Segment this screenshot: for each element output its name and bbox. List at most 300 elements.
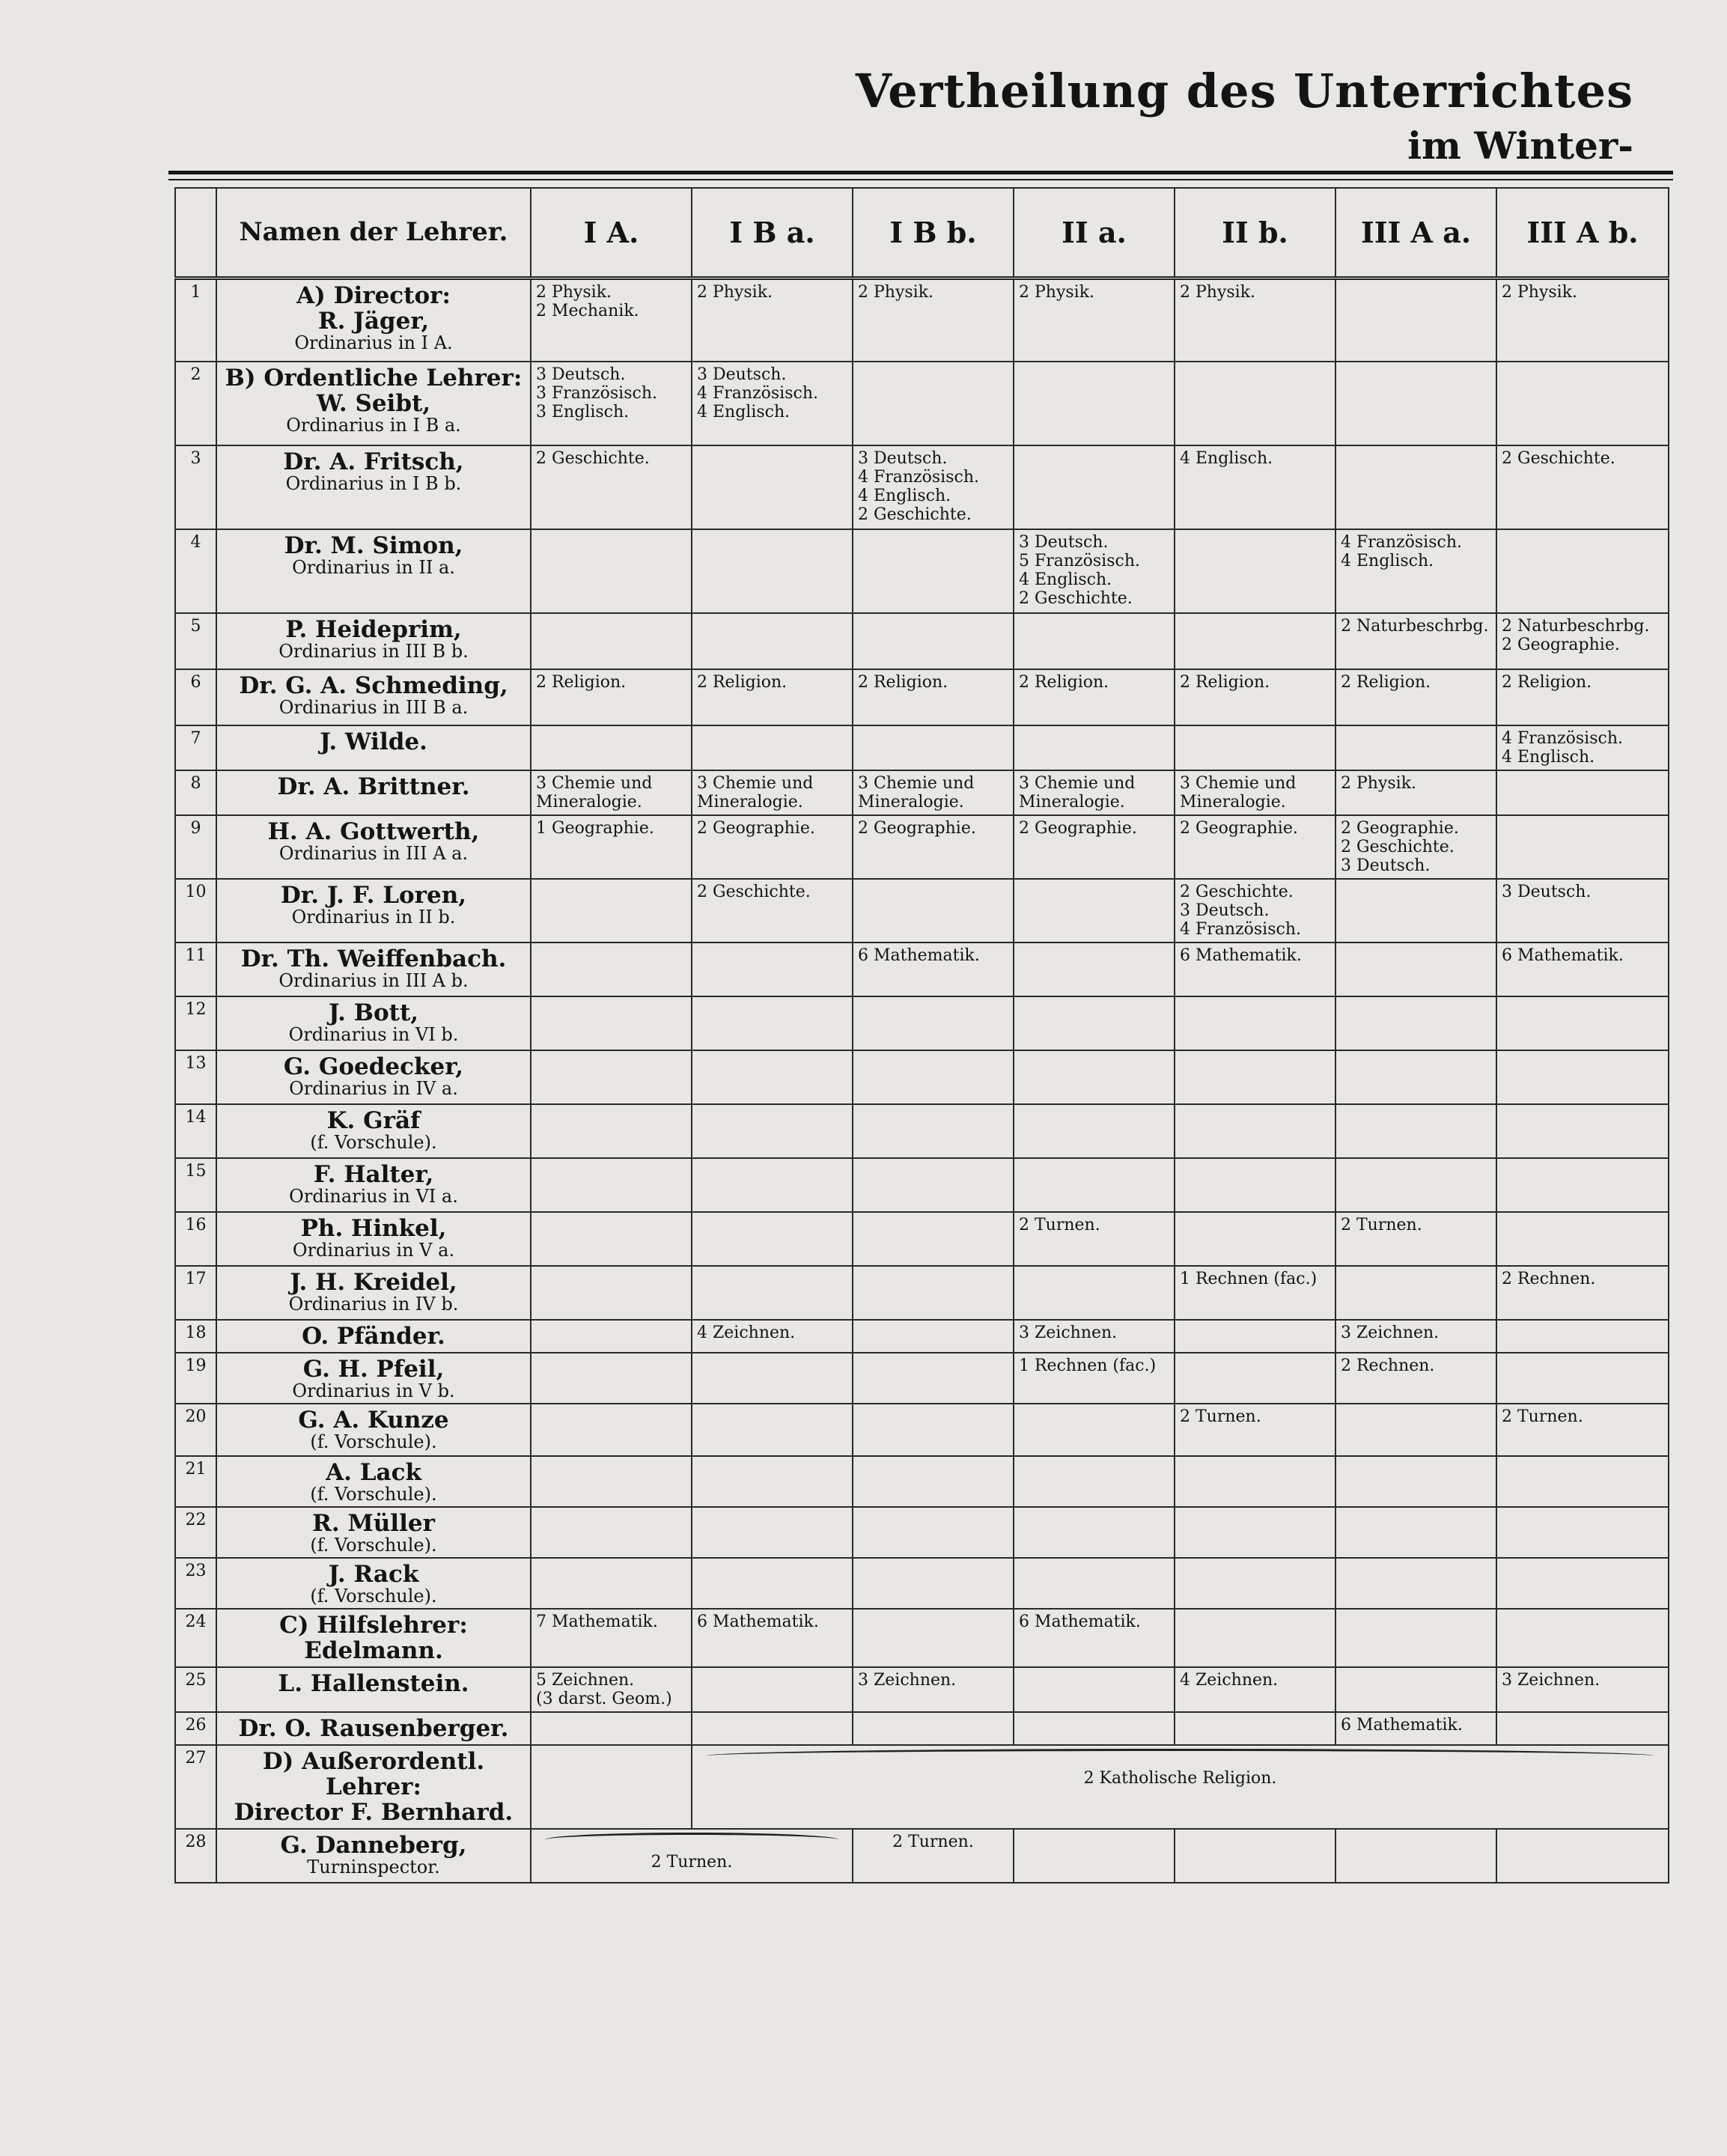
row-number: 14 bbox=[175, 1104, 216, 1158]
lesson-cell bbox=[1496, 1212, 1669, 1266]
lesson-cell: 2 Religion. bbox=[853, 669, 1014, 725]
lesson-cell: 3 Deutsch. 5 Französisch. 4 Englisch. 2 Geschichte. bbox=[1014, 529, 1175, 613]
teacher-name-cell bbox=[216, 1104, 531, 1158]
lesson-cell: 2 Naturbeschrbg. bbox=[1335, 613, 1496, 669]
lesson-cell: 2 Turnen. bbox=[1014, 1212, 1175, 1266]
teacher-name: Edelmann. bbox=[304, 1637, 443, 1664]
teacher-name-cell bbox=[216, 1667, 531, 1712]
teacher-name-cell bbox=[216, 815, 531, 879]
lesson-cell bbox=[692, 1558, 853, 1609]
table-body bbox=[175, 278, 1669, 1883]
lesson-cell bbox=[1014, 1829, 1175, 1883]
lesson-cell bbox=[1175, 1320, 1335, 1353]
lesson-cell: 2 Physik. bbox=[1175, 278, 1335, 362]
teacher-role: Ordinarius in III B a. bbox=[278, 697, 469, 718]
row-number: 19 bbox=[175, 1353, 216, 1404]
row-number: 28 bbox=[175, 1829, 216, 1883]
teacher-role: Ordinarius in III A b. bbox=[278, 970, 469, 991]
teacher-name: J. Rack bbox=[328, 1561, 419, 1588]
teacher-role: (f. Vorschule). bbox=[310, 1535, 437, 1556]
lesson-cell bbox=[692, 1050, 853, 1104]
lesson-cell bbox=[1496, 1558, 1669, 1609]
table-row bbox=[175, 1266, 1669, 1320]
lesson-cell bbox=[1175, 996, 1335, 1050]
teacher-role: Ordinarius in III A a. bbox=[278, 843, 469, 864]
lesson-cell bbox=[531, 1158, 692, 1212]
column-header: II b. bbox=[1175, 188, 1335, 278]
lesson-cell bbox=[1496, 1456, 1669, 1507]
row-number: 10 bbox=[175, 879, 216, 943]
lesson-cell: 4 Französisch. 4 Englisch. bbox=[1335, 529, 1496, 613]
lesson-cell: 3 Deutsch. 4 Französisch. 4 Englisch. bbox=[692, 362, 853, 445]
lesson-cell bbox=[1496, 996, 1669, 1050]
teacher-name-cell bbox=[216, 1558, 531, 1609]
lesson-cell: 3 Zeichnen. bbox=[1014, 1320, 1175, 1353]
lesson-cell bbox=[692, 1712, 853, 1745]
row-number: 11 bbox=[175, 943, 216, 996]
teacher-role: Ordinarius in II b. bbox=[291, 907, 456, 928]
row-number: 20 bbox=[175, 1404, 216, 1456]
table-row bbox=[175, 445, 1669, 529]
teacher-name: G. H. Pfeil, bbox=[302, 1356, 445, 1383]
lesson-cell bbox=[692, 1158, 853, 1212]
lesson-cell bbox=[1496, 1712, 1669, 1745]
teacher-name: J. Wilde. bbox=[320, 728, 427, 755]
lesson-cell: 2 Turnen. bbox=[1496, 1404, 1669, 1456]
lesson-cell bbox=[1335, 1609, 1496, 1667]
teacher-name: D) Außerordentl. Lehrer: bbox=[262, 1748, 485, 1800]
lesson-cell bbox=[692, 1507, 853, 1558]
lesson-cell bbox=[853, 725, 1014, 770]
lesson-cell bbox=[531, 1320, 692, 1353]
row-number: 15 bbox=[175, 1158, 216, 1212]
lesson-cell: 4 Zeichnen. bbox=[1175, 1667, 1335, 1712]
lesson-cell: 3 Chemie und Mineralogie. bbox=[1175, 770, 1335, 815]
lesson-cell: 5 Zeichnen. (3 darst. Geom.) bbox=[531, 1667, 692, 1712]
lesson-cell bbox=[1496, 362, 1669, 445]
lesson-cell bbox=[531, 725, 692, 770]
lesson-cell bbox=[531, 996, 692, 1050]
lesson-cell: 2 Geographie. bbox=[692, 815, 853, 879]
lesson-cell bbox=[1335, 1829, 1496, 1883]
lesson-cell: 2 Rechnen. bbox=[1335, 1353, 1496, 1404]
teacher-name: J. Bott, bbox=[328, 999, 419, 1026]
teacher-role: (f. Vorschule). bbox=[310, 1431, 437, 1452]
lesson-cell: 1 Rechnen (fac.) bbox=[1014, 1353, 1175, 1404]
lesson-cell bbox=[531, 1558, 692, 1609]
lesson-cell bbox=[853, 362, 1014, 445]
lesson-cell bbox=[853, 1456, 1014, 1507]
teacher-name-cell bbox=[216, 879, 531, 943]
lesson-cell bbox=[853, 1266, 1014, 1320]
merged-lesson-cell bbox=[531, 1829, 853, 1883]
header-rule bbox=[168, 171, 1673, 174]
lesson-cell bbox=[1335, 445, 1496, 529]
table-row bbox=[175, 770, 1669, 815]
lesson-cell bbox=[1335, 996, 1496, 1050]
lesson-cell bbox=[1014, 1712, 1175, 1745]
teacher-name: W. Seibt, bbox=[316, 390, 431, 417]
lesson-cell: 2 Physik. bbox=[1496, 278, 1669, 362]
teacher-name-cell bbox=[216, 1212, 531, 1266]
table-row bbox=[175, 669, 1669, 725]
lesson-cell bbox=[1175, 362, 1335, 445]
teacher-name-cell bbox=[216, 1404, 531, 1456]
lesson-cell bbox=[1014, 1456, 1175, 1507]
lesson-cell: 3 Zeichnen. bbox=[1496, 1667, 1669, 1712]
lesson-cell: 2 Physik. bbox=[1014, 278, 1175, 362]
teacher-name: G. Goedecker, bbox=[283, 1053, 464, 1080]
lesson-cell bbox=[853, 879, 1014, 943]
row-number: 26 bbox=[175, 1712, 216, 1745]
teacher-name: Dr. J. F. Loren, bbox=[280, 882, 467, 909]
lesson-cell bbox=[1014, 1050, 1175, 1104]
lesson-cell: 2 Religion. bbox=[531, 669, 692, 725]
lesson-cell: 2 Geographie. bbox=[853, 815, 1014, 879]
lesson-cell bbox=[1335, 879, 1496, 943]
teacher-name-cell bbox=[216, 1712, 531, 1745]
teacher-role: Ordinarius in I A. bbox=[294, 332, 453, 353]
lesson-cell bbox=[531, 1266, 692, 1320]
lesson-cell bbox=[1335, 278, 1496, 362]
lesson-cell: 6 Mathematik. bbox=[1175, 943, 1335, 996]
row-number: 5 bbox=[175, 613, 216, 669]
lesson-cell bbox=[1014, 1558, 1175, 1609]
lesson-cell bbox=[692, 1104, 853, 1158]
teacher-name-cell bbox=[216, 1320, 531, 1353]
lesson-cell: 3 Deutsch. bbox=[1496, 879, 1669, 943]
lesson-cell bbox=[1496, 1320, 1669, 1353]
teacher-role: (f. Vorschule). bbox=[310, 1484, 437, 1505]
teacher-name: J. H. Kreidel, bbox=[290, 1269, 457, 1296]
column-header: I B b. bbox=[853, 188, 1014, 278]
lesson-cell: 2 Religion. bbox=[692, 669, 853, 725]
lesson-cell: 6 Mathematik. bbox=[1014, 1609, 1175, 1667]
teacher-name-cell bbox=[216, 1353, 531, 1404]
row-number: 1 bbox=[175, 278, 216, 362]
table-row bbox=[175, 815, 1669, 879]
teacher-name: C) Hilfslehrer: bbox=[279, 1612, 468, 1639]
table-row bbox=[175, 1104, 1669, 1158]
lesson-cell bbox=[853, 1104, 1014, 1158]
teacher-name-cell bbox=[216, 725, 531, 770]
lesson-cell bbox=[692, 1667, 853, 1712]
lesson-cell bbox=[531, 879, 692, 943]
lesson-cell bbox=[853, 1404, 1014, 1456]
teacher-name-cell bbox=[216, 1050, 531, 1104]
lesson-cell bbox=[692, 943, 853, 996]
lesson-cell: 2 Religion. bbox=[1175, 669, 1335, 725]
teacher-name: Dr. M. Simon, bbox=[284, 532, 463, 559]
teacher-name: G. Danneberg, bbox=[280, 1832, 467, 1859]
lesson-cell: 2 Turnen. bbox=[1335, 1212, 1496, 1266]
lesson-cell: 2 Geographie. bbox=[1014, 815, 1175, 879]
brace-icon bbox=[545, 1833, 838, 1847]
teacher-name-cell bbox=[216, 996, 531, 1050]
row-number: 7 bbox=[175, 725, 216, 770]
teacher-name: G. A. Kunze bbox=[298, 1407, 449, 1434]
table-row bbox=[175, 362, 1669, 445]
lesson-cell bbox=[1175, 1158, 1335, 1212]
lesson-cell: 3 Zeichnen. bbox=[1335, 1320, 1496, 1353]
row-number: 8 bbox=[175, 770, 216, 815]
lesson-cell bbox=[853, 1507, 1014, 1558]
lesson-cell bbox=[531, 1404, 692, 1456]
row-number: 9 bbox=[175, 815, 216, 879]
lesson-cell bbox=[1175, 613, 1335, 669]
teacher-name: Dr. Th. Weiffenbach. bbox=[240, 945, 507, 972]
teacher-name-cell bbox=[216, 1507, 531, 1558]
teacher-name-cell bbox=[216, 943, 531, 996]
teacher-name: F. Halter, bbox=[313, 1161, 434, 1188]
lesson-cell bbox=[1496, 529, 1669, 613]
table-row bbox=[175, 725, 1669, 770]
row-number: 22 bbox=[175, 1507, 216, 1558]
teacher-name: Dr. A. Fritsch, bbox=[283, 448, 464, 475]
lesson-cell: 2 Rechnen. bbox=[1496, 1266, 1669, 1320]
lesson-cell bbox=[1014, 1158, 1175, 1212]
lesson-cell bbox=[1496, 815, 1669, 879]
lesson-cell bbox=[1335, 1456, 1496, 1507]
lesson-cell bbox=[1496, 770, 1669, 815]
lesson-cell: 3 Deutsch. 3 Französisch. 3 Englisch. bbox=[531, 362, 692, 445]
lesson-cell bbox=[853, 996, 1014, 1050]
lesson-cell: 2 Geographie. 2 Geschichte. 3 Deutsch. bbox=[1335, 815, 1496, 879]
lesson-cell bbox=[1175, 1050, 1335, 1104]
column-header: I A. bbox=[531, 188, 692, 278]
lesson-cell: 2 Geschichte. bbox=[692, 879, 853, 943]
lesson-cell: 2 Religion. bbox=[1014, 669, 1175, 725]
lesson-cell: 6 Mathematik. bbox=[1335, 1712, 1496, 1745]
lesson-cell: 2 Religion. bbox=[1496, 669, 1669, 725]
teacher-name-cell bbox=[216, 1829, 531, 1883]
teacher-role: (f. Vorschule). bbox=[310, 1586, 437, 1607]
lesson-cell bbox=[853, 1320, 1014, 1353]
table-row bbox=[175, 1320, 1669, 1353]
lesson-cell: 2 Geschichte. bbox=[531, 445, 692, 529]
lesson-cell bbox=[531, 1712, 692, 1745]
table-row bbox=[175, 879, 1669, 943]
page-subtitle: im Winter- bbox=[1407, 124, 1633, 168]
teacher-role: (f. Vorschule). bbox=[310, 1132, 437, 1153]
teacher-name-cell bbox=[216, 1456, 531, 1507]
teacher-name-cell bbox=[216, 1158, 531, 1212]
lesson-cell: 1 Rechnen (fac.) bbox=[1175, 1266, 1335, 1320]
lesson-cell bbox=[1014, 725, 1175, 770]
lesson-cell bbox=[692, 725, 853, 770]
teacher-name: H. A. Gottwerth, bbox=[267, 818, 480, 845]
lesson-cell bbox=[1014, 362, 1175, 445]
lesson-cell bbox=[853, 1353, 1014, 1404]
lesson-cell bbox=[1335, 725, 1496, 770]
table-row bbox=[175, 1667, 1669, 1712]
lesson-cell: 2 Geographie. bbox=[1175, 815, 1335, 879]
lesson-cell: 1 Geographie. bbox=[531, 815, 692, 879]
lesson-cell bbox=[1175, 1829, 1335, 1883]
schedule-table bbox=[174, 187, 1669, 1884]
row-number: 25 bbox=[175, 1667, 216, 1712]
teacher-role: Ordinarius in VI b. bbox=[288, 1024, 459, 1045]
lesson-cell bbox=[1014, 996, 1175, 1050]
teacher-name: P. Heideprim, bbox=[285, 616, 462, 643]
table-row bbox=[175, 1050, 1669, 1104]
lesson-cell bbox=[531, 1745, 692, 1829]
lesson-cell bbox=[1335, 1158, 1496, 1212]
teacher-role: Ordinarius in IV b. bbox=[288, 1294, 459, 1315]
lesson-cell bbox=[1014, 943, 1175, 996]
lesson-cell: 4 Zeichnen. bbox=[692, 1320, 853, 1353]
teacher-role: Ordinarius in I B a. bbox=[286, 415, 461, 436]
lesson-cell bbox=[1496, 1507, 1669, 1558]
table-row bbox=[175, 1507, 1669, 1558]
lesson-cell bbox=[1014, 879, 1175, 943]
lesson-cell: 2 Physik. bbox=[1335, 770, 1496, 815]
teacher-name: Dr. G. A. Schmeding, bbox=[239, 672, 508, 699]
lesson-cell bbox=[692, 1266, 853, 1320]
lesson-cell bbox=[1335, 1050, 1496, 1104]
row-number: 23 bbox=[175, 1558, 216, 1609]
teacher-name: A) Director: bbox=[296, 281, 451, 309]
lesson-cell bbox=[692, 1353, 853, 1404]
lesson-cell: 6 Mathematik. bbox=[1496, 943, 1669, 996]
lesson-cell bbox=[1175, 529, 1335, 613]
lesson-cell bbox=[531, 613, 692, 669]
column-header: III A a. bbox=[1335, 188, 1496, 278]
merged-lesson-text: 2 Turnen. bbox=[651, 1853, 733, 1872]
teacher-name-cell bbox=[216, 1745, 531, 1829]
lesson-cell bbox=[1335, 1667, 1496, 1712]
lesson-cell bbox=[1014, 445, 1175, 529]
teacher-name: Dr. A. Brittner. bbox=[277, 773, 470, 800]
teacher-name-cell bbox=[216, 1609, 531, 1667]
lesson-cell bbox=[1335, 362, 1496, 445]
lesson-cell: 3 Chemie und Mineralogie. bbox=[531, 770, 692, 815]
teacher-role: Turninspector. bbox=[307, 1857, 440, 1878]
teacher-name-cell bbox=[216, 669, 531, 725]
lesson-cell bbox=[1014, 1266, 1175, 1320]
lesson-cell: 2 Naturbeschrbg. 2 Geographie. bbox=[1496, 613, 1669, 669]
lesson-cell bbox=[853, 613, 1014, 669]
lesson-cell bbox=[1175, 1558, 1335, 1609]
table-row bbox=[175, 1404, 1669, 1456]
row-number: 12 bbox=[175, 996, 216, 1050]
row-number: 24 bbox=[175, 1609, 216, 1667]
lesson-cell bbox=[1335, 1558, 1496, 1609]
lesson-cell bbox=[1496, 1158, 1669, 1212]
lesson-cell bbox=[692, 445, 853, 529]
lesson-cell bbox=[1335, 1104, 1496, 1158]
lesson-cell bbox=[1335, 1266, 1496, 1320]
lesson-cell bbox=[853, 1712, 1014, 1745]
lesson-cell: 2 Physik. bbox=[692, 278, 853, 362]
lesson-cell bbox=[1175, 1712, 1335, 1745]
row-number: 21 bbox=[175, 1456, 216, 1507]
table-row bbox=[175, 1745, 1669, 1829]
lesson-cell bbox=[1335, 1507, 1496, 1558]
lesson-cell bbox=[1496, 1829, 1669, 1883]
teacher-name: A. Lack bbox=[326, 1459, 421, 1486]
teacher-name: O. Pfänder. bbox=[302, 1323, 445, 1350]
row-number: 6 bbox=[175, 669, 216, 725]
lesson-cell: 6 Mathematik. bbox=[692, 1609, 853, 1667]
lesson-cell bbox=[531, 529, 692, 613]
teacher-name-cell bbox=[216, 613, 531, 669]
row-number: 17 bbox=[175, 1266, 216, 1320]
teacher-name: R. Müller bbox=[312, 1510, 435, 1537]
lesson-cell bbox=[1175, 1609, 1335, 1667]
teacher-name: K. Gräf bbox=[326, 1107, 421, 1134]
table-row bbox=[175, 529, 1669, 613]
teacher-role: Ordinarius in IV a. bbox=[289, 1078, 458, 1099]
teacher-name-cell bbox=[216, 445, 531, 529]
table-row bbox=[175, 1212, 1669, 1266]
lesson-cell: 3 Deutsch. 4 Französisch. 4 Englisch. 2 Geschichte. bbox=[853, 445, 1014, 529]
lesson-cell: 4 Englisch. bbox=[1175, 445, 1335, 529]
lesson-cell bbox=[1496, 1050, 1669, 1104]
table-row bbox=[175, 1829, 1669, 1883]
lesson-cell bbox=[1496, 1353, 1669, 1404]
lesson-cell: 2 Religion. bbox=[1335, 669, 1496, 725]
header-rule-thin bbox=[168, 179, 1673, 180]
lesson-cell bbox=[1175, 725, 1335, 770]
teacher-name: L. Hallenstein. bbox=[278, 1670, 469, 1697]
lesson-cell bbox=[531, 943, 692, 996]
column-header: II a. bbox=[1014, 188, 1175, 278]
teacher-name-cell bbox=[216, 770, 531, 815]
table-row bbox=[175, 1558, 1669, 1609]
lesson-cell bbox=[853, 1609, 1014, 1667]
teacher-role: Ordinarius in V a. bbox=[292, 1240, 455, 1261]
lesson-cell bbox=[1175, 1507, 1335, 1558]
lesson-cell bbox=[692, 1212, 853, 1266]
lesson-cell bbox=[531, 1104, 692, 1158]
teacher-name: Director F. Bernhard. bbox=[234, 1799, 514, 1826]
teacher-role: Ordinarius in I B b. bbox=[285, 473, 462, 494]
column-header: III A b. bbox=[1496, 188, 1669, 278]
lesson-cell bbox=[853, 1158, 1014, 1212]
lesson-cell bbox=[853, 1050, 1014, 1104]
merged-lesson-text: 2 Katholische Religion. bbox=[1083, 1769, 1277, 1788]
lesson-cell bbox=[1014, 1404, 1175, 1456]
lesson-cell bbox=[853, 1558, 1014, 1609]
lesson-cell bbox=[1014, 1104, 1175, 1158]
lesson-cell bbox=[853, 1212, 1014, 1266]
brace-icon bbox=[706, 1749, 1654, 1763]
lesson-cell: 2 Physik. 2 Mechanik. bbox=[531, 278, 692, 362]
row-number: 2 bbox=[175, 362, 216, 445]
lesson-cell: 3 Chemie und Mineralogie. bbox=[1014, 770, 1175, 815]
table-row bbox=[175, 1609, 1669, 1667]
teacher-name-cell bbox=[216, 529, 531, 613]
table-row bbox=[175, 1456, 1669, 1507]
teacher-name-cell bbox=[216, 1266, 531, 1320]
teacher-role: Ordinarius in II a. bbox=[292, 557, 455, 578]
lesson-cell bbox=[1014, 613, 1175, 669]
table-row bbox=[175, 1353, 1669, 1404]
page-title: Vertheilung des Unterrichtes bbox=[855, 64, 1633, 118]
lesson-cell: 2 Geschichte. bbox=[1496, 445, 1669, 529]
teacher-name: Ph. Hinkel, bbox=[300, 1215, 447, 1242]
lesson-cell bbox=[1014, 1507, 1175, 1558]
lesson-cell bbox=[1175, 1104, 1335, 1158]
lesson-cell bbox=[1175, 1212, 1335, 1266]
lesson-cell bbox=[1014, 1667, 1175, 1712]
lesson-cell bbox=[531, 1456, 692, 1507]
lesson-cell: 4 Französisch. 4 Englisch. bbox=[1496, 725, 1669, 770]
lesson-cell bbox=[692, 1404, 853, 1456]
row-number: 13 bbox=[175, 1050, 216, 1104]
row-number: 18 bbox=[175, 1320, 216, 1353]
